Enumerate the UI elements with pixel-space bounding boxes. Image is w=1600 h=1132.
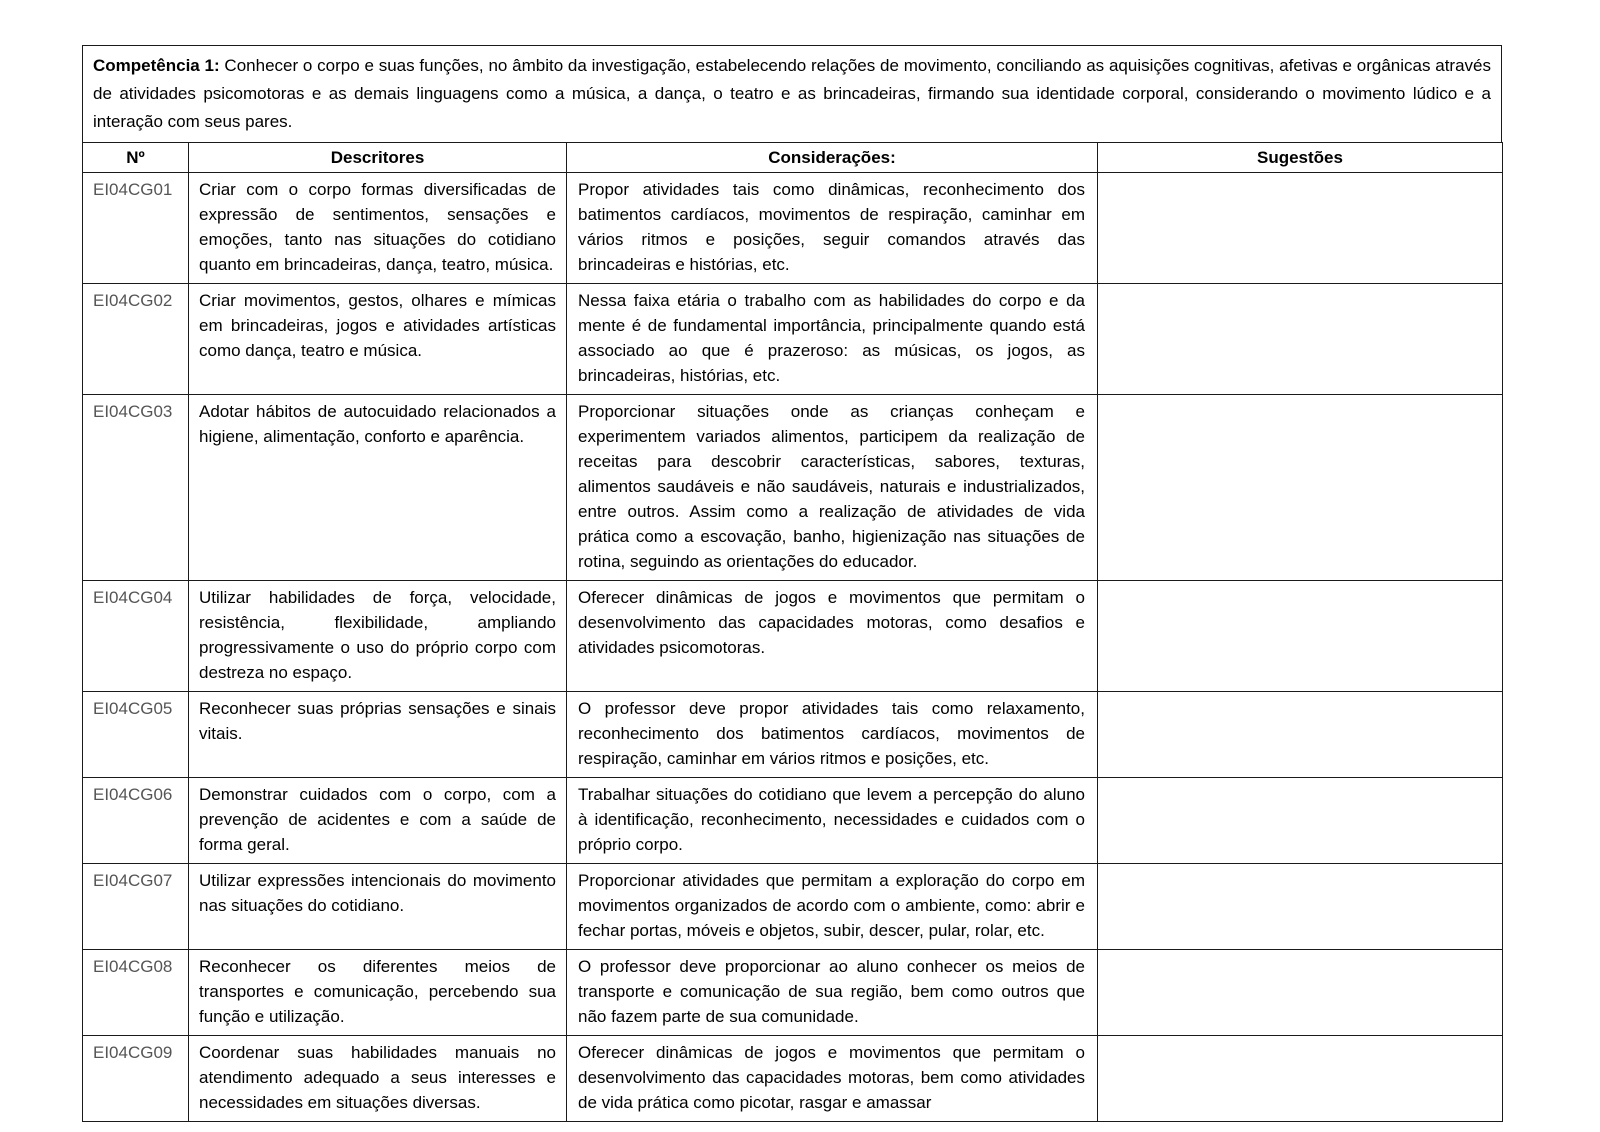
table-header-row [83, 143, 1503, 173]
table-row [83, 692, 1503, 778]
table-row [83, 778, 1503, 864]
column-header-sugestoes: Sugestões [1098, 143, 1503, 173]
sugestoes-cell [1098, 395, 1503, 581]
row-id-cell: EI04CG01 [83, 173, 189, 284]
descritores-cell: Coordenar suas habilidades manuais no atendimento adequado a seus interesses e necessidades em situações diversas. [189, 1036, 567, 1122]
sugestoes-cell [1098, 778, 1503, 864]
descritores-cell: Adotar hábitos de autocuidado relacionados a higiene, alimentação, conforto e aparência. [189, 395, 567, 581]
consideracoes-cell: Oferecer dinâmicas de jogos e movimentos que permitam o desenvolvimento das capacidades motoras, bem como atividades de vida prática como picotar, rasgar e amassar [567, 1036, 1098, 1122]
table-row [83, 581, 1503, 692]
sugestoes-cell [1098, 864, 1503, 950]
row-id-cell: EI04CG05 [83, 692, 189, 778]
column-header-numero: Nº [83, 143, 189, 173]
descritores-cell: Criar com o corpo formas diversificadas de expressão de sentimentos, sensações e emoções, tanto nas situações do cotidiano quanto em brincadeiras, dança, teatro, música. [189, 173, 567, 284]
competencia-label: Competência 1: [93, 56, 220, 75]
table-row [83, 1036, 1503, 1122]
descritores-cell: Criar movimentos, gestos, olhares e mímicas em brincadeiras, jogos e atividades artísticas como dança, teatro e música. [189, 284, 567, 395]
consideracoes-cell: Propor atividades tais como dinâmicas, reconhecimento dos batimentos cardíacos, movimentos de respiração, caminhar em vários ritmos e posições, seguir comandos através das brincadeiras e histórias, etc. [567, 173, 1098, 284]
descritores-cell: Reconhecer os diferentes meios de transportes e comunicação, percebendo sua função e utilização. [189, 950, 567, 1036]
consideracoes-cell: O professor deve proporcionar ao aluno conhecer os meios de transporte e comunicação de sua região, bem como outros que não fazem parte de sua comunidade. [567, 950, 1098, 1036]
sugestoes-cell [1098, 284, 1503, 395]
table-row [83, 950, 1503, 1036]
descritores-cell: Reconhecer suas próprias sensações e sinais vitais. [189, 692, 567, 778]
row-id-cell: EI04CG03 [83, 395, 189, 581]
document-content [82, 45, 1502, 1122]
sugestoes-cell [1098, 1036, 1503, 1122]
table-row [83, 864, 1503, 950]
consideracoes-cell: Oferecer dinâmicas de jogos e movimentos que permitam o desenvolvimento das capacidades motoras, como desafios e atividades psicomotoras. [567, 581, 1098, 692]
descritores-cell: Utilizar habilidades de força, velocidade, resistência, flexibilidade, ampliando progressivamente o uso do próprio corpo com destreza no espaço. [189, 581, 567, 692]
column-header-descritores: Descritores [189, 143, 567, 173]
row-id-cell: EI04CG08 [83, 950, 189, 1036]
consideracoes-cell: Trabalhar situações do cotidiano que levem a percepção do aluno à identificação, reconhecimento, necessidades e cuidados com o próprio corpo. [567, 778, 1098, 864]
row-id-cell: EI04CG07 [83, 864, 189, 950]
row-id-cell: EI04CG04 [83, 581, 189, 692]
competencia-text: Conhecer o corpo e suas funções, no âmbito da investigação, estabelecendo relações de movimento, conciliando as aquisições cognitivas, afetivas e orgânicas através de atividades psicomotoras e as demais linguagens como a música, a dança, o teatro e as brincadeiras, firmando sua identidade corporal, considerando o movimento lúdico e a interação com seus pares. [93, 56, 1492, 131]
row-id-cell: EI04CG09 [83, 1036, 189, 1122]
sugestoes-cell [1098, 581, 1503, 692]
column-header-consideracoes: Considerações: [567, 143, 1098, 173]
sugestoes-cell [1098, 173, 1503, 284]
sugestoes-cell [1098, 692, 1503, 778]
competencias-table [82, 142, 1503, 1122]
table-row [83, 173, 1503, 284]
table-row [83, 284, 1503, 395]
descritores-cell: Demonstrar cuidados com o corpo, com a prevenção de acidentes e com a saúde de forma geral. [189, 778, 567, 864]
consideracoes-cell: Proporcionar situações onde as crianças conheçam e experimentem variados alimentos, participem da realização de receitas para descobrir características, sabores, texturas, alimentos saudáveis e não saudáveis, naturais e industrializados, entre outros. Assim como a realização de atividades de vida prática como a escovação, banho, higienização nas situações de rotina, seguindo as orientações do educador. [567, 395, 1098, 581]
descritores-cell: Utilizar expressões intencionais do movimento nas situações do cotidiano. [189, 864, 567, 950]
sugestoes-cell [1098, 950, 1503, 1036]
consideracoes-cell: Proporcionar atividades que permitam a exploração do corpo em movimentos organizados de acordo com o ambiente, como: abrir e fechar portas, móveis e objetos, subir, descer, pular, rolar, etc. [567, 864, 1098, 950]
competencia-header [82, 45, 1502, 143]
row-id-cell: EI04CG02 [83, 284, 189, 395]
table-row [83, 395, 1503, 581]
consideracoes-cell: O professor deve propor atividades tais como relaxamento, reconhecimento dos batimentos cardíacos, movimentos de respiração, caminhar em vários ritmos e posições, etc. [567, 692, 1098, 778]
row-id-cell: EI04CG06 [83, 778, 189, 864]
consideracoes-cell: Nessa faixa etária o trabalho com as habilidades do corpo e da mente é de fundamental importância, principalmente quando está associado ao que é prazeroso: as músicas, os jogos, as brincadeiras, histórias, etc. [567, 284, 1098, 395]
